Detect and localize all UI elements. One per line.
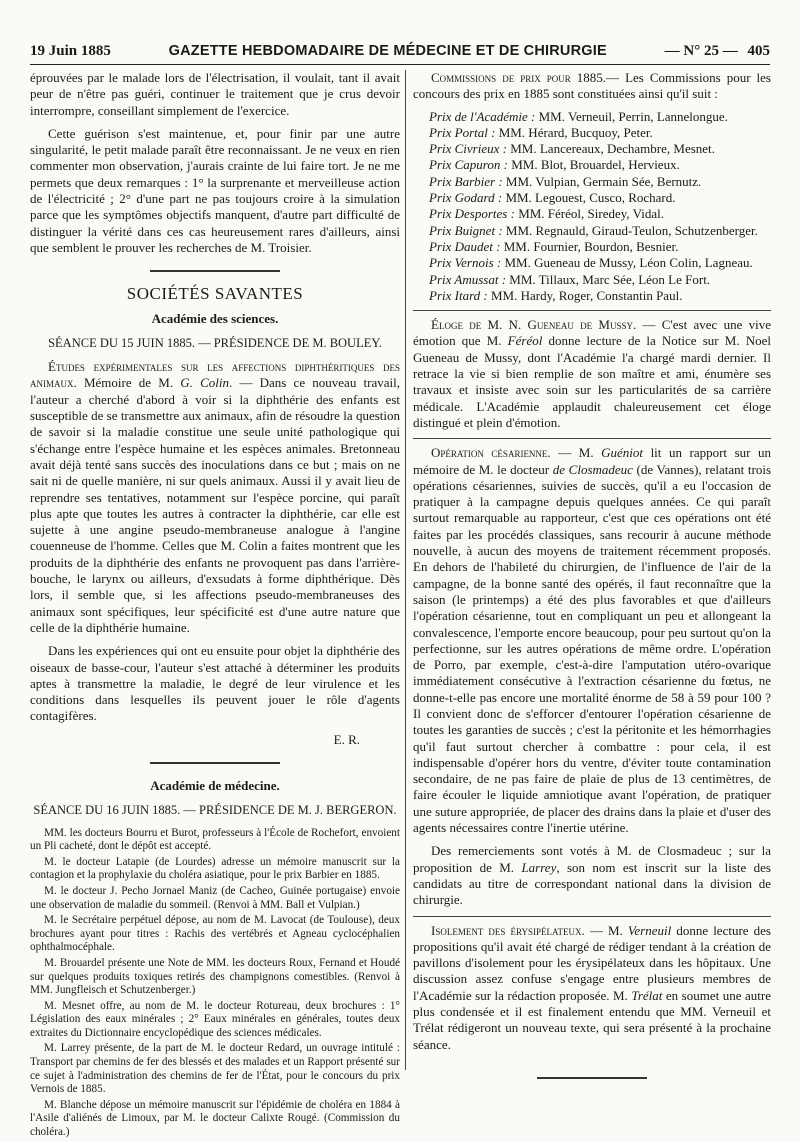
paragraph-experiences: Dans les expériences qui ont eu ensuite pour objet la diphthérie des oiseaux de basse-cour, l'auteur s'est attaché à déterminer les produits aptes à transmettre la maladie, le degré de leur virulence et les conditions dans lesquelles ils peuvent jouer le rôle d'agents contagifères. [30, 643, 400, 724]
header-rule [30, 64, 770, 65]
prize-name: Prix Capuron : [429, 157, 508, 173]
issue-number: — N° 25 — [664, 42, 738, 59]
prize-item [429, 141, 771, 157]
rule [413, 310, 771, 311]
rule [413, 916, 771, 917]
prize-item [429, 239, 771, 255]
prize-list [429, 109, 771, 305]
academy-medicine-heading: Académie de médecine. [150, 777, 280, 793]
prize-members: MM. Hérard, Bucquoy, Peter. [495, 124, 653, 140]
ops-text-b: lit un rapport sur un mémoire de M. le docteur [413, 445, 772, 477]
correspondence-item: M. le docteur J. Pecho Jornael Maniz (de Cacheo, Guinée portugaise) envoie une observation de maladie du sommeil. (Renvoi à MM. Ball et Vulpian.) [30, 884, 400, 911]
paragraph-remerciements [413, 843, 771, 908]
correspondence-item: M. Mesnet offre, au nom de M. le docteur Rotureau, deux brochures : 1° Législation des eaux minérales ; 2° Eaux minérales en générales, toutes deux extraites du Dictionnaire encyclopédique des sciences médicales. [30, 999, 400, 1039]
paragraph-eloge [413, 317, 771, 431]
prize-item [429, 174, 771, 190]
prize-item [429, 157, 771, 173]
prize-name: Prix de l'Académie : [429, 108, 536, 124]
commissions-text: — Les Commissions pour les concours des prix en 1885 sont constituées ainsi qu'il suit : [413, 70, 771, 102]
issue-date: 19 Juin 1885 [30, 42, 111, 59]
prize-name: Prix Civrieux : [429, 141, 507, 157]
paragraph-etudes [30, 359, 400, 636]
prize-members: MM. Lancereaux, Dechambre, Mesnet. [506, 141, 715, 157]
prize-item [429, 206, 771, 222]
prize-members: MM. Blot, Brouardel, Hervieux. [507, 157, 680, 173]
seance-heading-1: SÉANCE DU 15 JUIN 1885. — PRÉSIDENCE DE M. BOULEY. [48, 335, 382, 350]
prize-item [429, 190, 771, 206]
correspondence-item: M. Blanche dépose un mémoire manuscrit sur l'épidémie de choléra en 1884 à l'Asile d'aliénés de Limoux, par M. le docteur Calixte Rougé. (Commission du choléra.) [30, 1098, 400, 1139]
eloge-name: Féréol [507, 333, 543, 349]
iso-text-b: donne lecture des propositions qu'il avait été chargé de rédiger tendant à la création de pavillons d'isolement pour les érysipélateux dans les hôpitaux. Une discussion assez confuse s'engage entre plusieurs membres de l'Académie sur la rédaction proposée. M. [413, 922, 771, 1003]
etudes-lead: Études expérimentales sur les affections diphthéritiques des animaux. [30, 359, 400, 391]
ops-name-2: de Closmadeuc [552, 461, 633, 477]
rule [413, 438, 771, 439]
eloge-lead: Éloge de M. N. Gueneau de Mussy. [431, 317, 637, 333]
issue-and-page [665, 43, 770, 60]
page-header [30, 38, 770, 64]
paragraph-remarks: Cette guérison s'est maintenue, et, pour finir par une autre singularité, le petit malade paraît être reconnaissant. Je ne veux en rien commenter mon observation, j'aurais crainte de lui faire tort. Je ne me permets que deux remarques : 1° la surprenante et merveilleuse action de l'électricité ; 2° d'une part ne pas toujours croire à la simulation parce que les symptômes objectifs manquent, d'autre part difficulté de distinguer la vérité dans ces cas heureusement rares d'ailleurs, ainsi que semblent le prouver les recherches de M. Troisier. [30, 125, 400, 255]
ops-lead: Opération césarienne. [431, 445, 551, 461]
prize-name: Prix Daudet : [429, 238, 501, 254]
paragraph-commissions [413, 70, 771, 103]
correspondence-item: M. Larrey présente, de la part de M. le docteur Redard, un ouvrage intitulé : Transport par chemins de fer des blessés et des malades et un Rapport présenté sur ce sujet à l'administration des chemins de fer de l'État, pour le concours du prix Vernois de 1885. [30, 1042, 400, 1096]
paragraph-continued: éprouvées par le malade lors de l'électrisation, il voulait, tant il avait peur de n'être pas guéri, continuer le traitement que je crus devoir interrompre, conseillant simplement de l'exercice. [30, 70, 400, 118]
seance-heading-2: SÉANCE DU 16 JUIN 1885. — PRÉSIDENCE DE M. J. BERGERON. [33, 803, 397, 818]
prize-item [429, 255, 771, 271]
prize-name: Prix Desportes : [429, 206, 515, 222]
prize-members: MM. Vulpian, Germain Sée, Bernutz. [502, 173, 702, 189]
ops-text-c: (de Vannes), relatant trois opérations césariennes, suivies de succès, qu'il a eu l'occasion de pratiquer à la campagne depuis quelques années. Ce qui paraît surtout remarquable au rapporteur, c'est que ces opérations ont été faites par les procédés classiques, sans recourir à aucune méthode nouvelle, à aucun des moyens de traitement récemment proposés. En dehors de l'habileté du chirurgien, de l'influence de l'air de la campagne, de la bonne santé des opérés, il faut reconnaître que la saison (le printemps) a été des plus favorables et que d'ailleurs l'opération césarienne, tout en compliquant un peu et allongeant la convalescence, l'emporte encore beaucoup, pour peu surtout qu'on la perfectionne, sur les autres opérations de même ordre. L'opération de Porro, par exemple, c'est-à-dire l'amputation utéro-ovarique immédiatement consécutive à l'extraction césarienne du fœtus, ne donne-t-elle pas encore une mortalité énorme de 58 à 59 pour 100 ? Il convient donc de s'efforcer d'entourer l'opération césarienne de toutes les garanties de succès ; c'est la péritonite et les hémorrhagies qu'il faut surtout chercher à combattre : pour cela, il est indispensable d'opérer hors du ventre, d'éviter toute contamination secondaire, de ne pas faire de plaie de plus de 13 centimètres, de faire écouler le liquide amniotique avant l'opération, de pratiquer une suture appropriée, de placer des drains dans la plaie et d'user des agents nécessaires contre l'inertie utérine. [413, 461, 772, 836]
paragraph-cesarienne [413, 445, 771, 836]
prize-members: MM. Hardy, Roger, Constantin Paul. [487, 287, 683, 303]
etudes-author: G. Colin [180, 375, 229, 391]
iso-name-2: Trélat [631, 987, 663, 1003]
iso-lead: Isolement des érysipélateux. [431, 922, 585, 938]
paragraph-isolement [413, 923, 771, 1053]
prize-item [429, 272, 771, 288]
prize-members: MM. Regnauld, Giraud-Teulon, Schutzenberger. [502, 222, 758, 238]
etudes-text: . — Dans ce nouveau travail, l'auteur a cherché d'abord à voir si la diphthérie des enfants est susceptible de se transmettre aux animaux, afin de résoudre la question de savoir si la maladie constitue une seule unité pathologique qui s'échange entre l'espèce humaine et les espèces animales. Bretonneau avait déjà tenté sans succès des inoculations dans ce but ; mais on ne sait ni de quelle manière, ni sur quels animaux. Aussi il y avait lieu de reprendre ses tentatives, notamment sur l'espèce porcine, qui paraît plus apte que toutes les autres à contracter la diphthérie, car elle est sujette à une angine pseudo-membraneuse analogue à l'angine couenneuse de l'homme. Celles que M. Colin a faites montrent que les produits de la diphthérie des enfants ne provoquent pas dans l'arrière-bouche, le larynx ou ailleurs, d'exsudats à forme diphthérique. Dès lors, il semble que, si les affections pseudo-membraneuses des animaux sont spécifiques, leur spécificité est d'une autre nature que celle de la diphthérie humaine. [30, 375, 400, 635]
prize-members: MM. Fournier, Bourdon, Besnier. [500, 238, 679, 254]
prize-item [429, 109, 771, 125]
correspondence-item: MM. les docteurs Bourru et Burot, professeurs à l'École de Rochefort, envoient un Pli cacheté, dont le dépôt est accepté. [30, 826, 400, 853]
thanks-text-a: Des remerciements sont votés à M. de Closmadeuc ; sur la proposition de M. [413, 843, 771, 875]
section-divider-2 [150, 762, 280, 764]
iso-text-a: — M. [584, 922, 628, 938]
page-number: 405 [747, 42, 770, 59]
commissions-lead: Commissions de prix pour 1885. [431, 70, 607, 85]
left-column [30, 70, 400, 1142]
journal-title: GAZETTE HEBDOMADAIRE DE MÉDECINE ET DE CHIRURGIE [168, 43, 607, 59]
prize-name: Prix Itard : [429, 287, 488, 303]
prize-name: Prix Barbier : [429, 173, 503, 189]
thanks-name: Larrey [521, 859, 557, 875]
prize-members: MM. Féréol, Siredey, Vidal. [514, 206, 664, 222]
prize-item [429, 288, 771, 304]
correspondence-item: M. le Secrétaire perpétuel dépose, au nom de M. Lavocat (de Toulouse), deux brochures ayant pour titres : Rachis des vertébrés et Agneau cyclocéphalien ophthalmocéphale. [30, 914, 400, 954]
section-title: SOCIÉTÉS SAVANTES [126, 284, 304, 304]
prize-name: Prix Portal : [429, 124, 496, 140]
prize-members: MM. Verneuil, Perrin, Lannelongue. [535, 108, 728, 124]
prize-members: MM. Gueneau de Mussy, Léon Colin, Lagneau. [501, 255, 753, 271]
author-signature: E. R. [333, 731, 360, 747]
prize-item [429, 223, 771, 239]
end-divider [537, 1077, 647, 1079]
etudes-memoire: Mémoire de M. [76, 375, 181, 391]
correspondence-list [30, 827, 400, 1140]
prize-members: MM. Tillaux, Marc Sée, Léon Le Fort. [506, 271, 711, 287]
prize-item [429, 125, 771, 141]
academy-sciences-heading: Académie des sciences. [151, 310, 279, 326]
correspondence-item: M. le docteur Latapie (de Lourdes) adresse un mémoire manuscrit sur la contagion et la prophylaxie du choléra asiatique, pour le prix Barbier en 1885. [30, 855, 400, 882]
eloge-text-b: donne lecture de la Notice sur M. Noel Gueneau de Mussy, dont l'Académie l'a chargé mardi dernier. Il retrace la vie si bien remplie de son maître et ami, énumère ses travaux et insiste avec soin sur les particularités de sa carrière médicale. L'Académie applaudit chaleureusement cet éloge distingué et plein d'émotion. [413, 333, 772, 430]
correspondence-item: M. Brouardel présente une Note de MM. les docteurs Roux, Fernand et Houdé sur quelques produits toxiques retirés des champignons comestibles. (Renvoi à MM. Jungfleisch et Schutzenberger.) [30, 956, 400, 997]
ops-name: Guéniot [601, 445, 644, 461]
eloge-text-a: — C'est avec une vive émotion que M. [413, 317, 771, 349]
column-divider [405, 70, 406, 1070]
prize-name: Prix Vernois : [429, 255, 502, 271]
thanks-text-b: , son nom est inscrit sur la liste des candidats au titre de correspondant national dans la division de chirurgie. [413, 859, 771, 908]
prize-name: Prix Buignet : [429, 222, 503, 238]
right-column [413, 70, 771, 1079]
prize-name: Prix Amussat : [429, 271, 507, 287]
iso-name: Verneuil [627, 922, 672, 938]
prize-name: Prix Godard : [429, 190, 503, 206]
ops-text-a: — M. [550, 445, 602, 461]
iso-text-c: en soumet une autre plus condensée et il est finalement entendu que MM. Verneuil et Trélat rédigeront un nouveau texte, qui sera présenté à la prochaine séance. [413, 987, 771, 1052]
section-divider [150, 270, 280, 272]
prize-members: MM. Legouest, Cusco, Rochard. [502, 190, 676, 206]
